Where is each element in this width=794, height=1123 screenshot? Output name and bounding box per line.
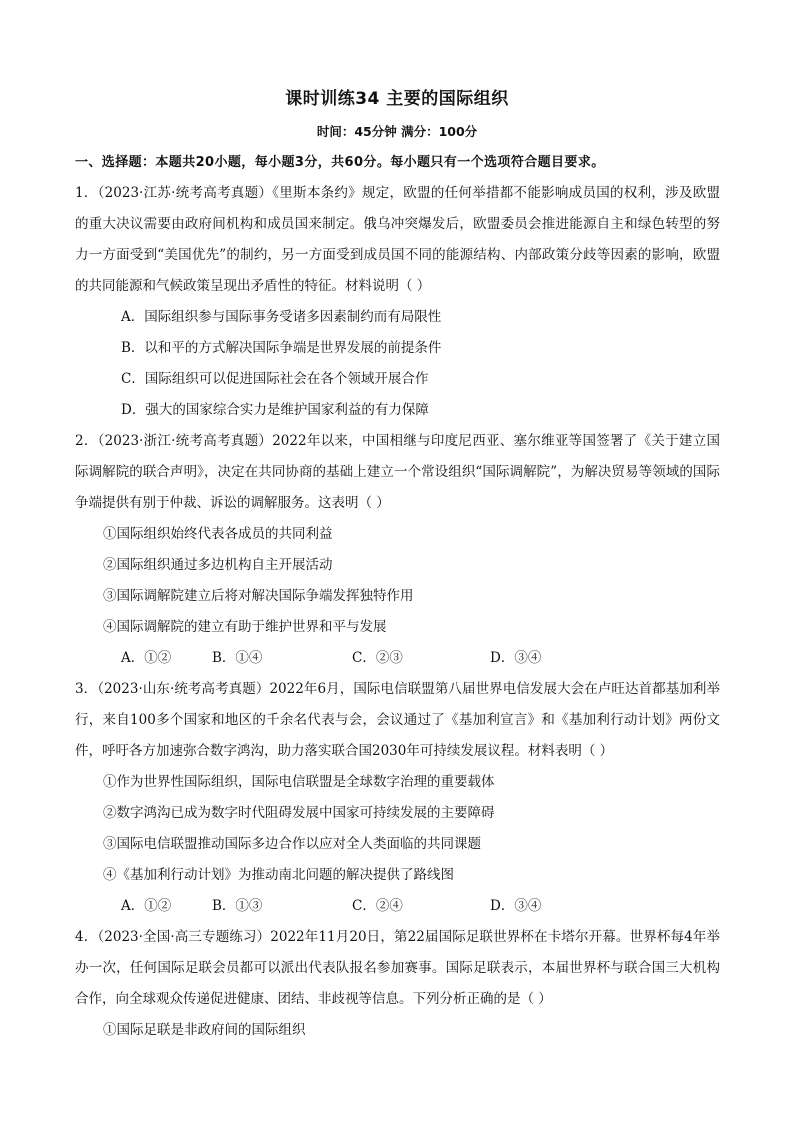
answer-d: D．③④ [490,898,542,914]
section-heading: 一、选择题：本题共20小题，每小题3分，共60分。每小题只有一个选项符合题目要求。 [75,155,605,170]
statement-1: ①国际组织始终代表各成员的共同利益 [103,526,333,542]
question-stem: 3．（2023·山东·统考高考真题）2022年6月，国际电信联盟第八届世界电信发展大会在卢旺达首都基加利举行，来自100多个国家和地区的千余名代表与会，会议通过了《基加利宣言》和《基加利行动计划》两份文件，呼吁各方加速弥合数字鸿沟，助力落实联合国2030年可持续发展议程。材料表明（ ） [75,681,720,759]
option-a: A．国际组织参与国际事务受诸多因素制约而有局限性 [121,309,442,325]
answer-a: A．①② [121,898,172,914]
option-c: C．国际组织可以促进国际社会在各个领域开展合作 [121,371,429,387]
answer-c: C．②④ [352,898,403,914]
question-2 [75,426,720,674]
statement-3: ③国际调解院建立后将对解决国际争端发挥独特作用 [103,588,414,604]
answer-options [75,891,720,922]
statement-4: ④国际调解院的建立有助于维护世界和平与发展 [103,619,387,635]
answer-a: A．①② [121,650,172,666]
statement-2: ②国际组织通过多边机构自主开展活动 [103,557,333,573]
answer-b: B．①④ [212,650,263,666]
statement-3: ③国际电信联盟推动国际多边合作以应对全人类面临的共同课题 [103,836,481,852]
option-b: B．以和平的方式解决国际争端是世界发展的前提条件 [121,340,442,356]
answer-options [75,643,720,674]
question-3 [75,674,720,922]
answer-c: C．②③ [352,650,403,666]
document-title: 课时训练34 主要的国际组织 [285,89,509,109]
question-stem: 1．（2023·江苏·统考高考真题）《里斯本条约》规定，欧盟的任何举措都不能影响成员国的权利，涉及欧盟的重大决议需要由政府间机构和成员国来制定。俄乌冲突爆发后，欧盟委员会推进能源自主和绿色转型的努力一方面受到“美国优先”的制约，另一方面受到成员国不同的能源结构、内部政策分歧等因素的影响，欧盟的共同能源和气候政策呈现出矛盾性的特征。材料说明（ ） [75,185,720,294]
question-stem: 2．（2023·浙江·统考高考真题）2022年以来，中国相继与印度尼西亚、塞尔维亚等国签署了《关于建立国际调解院的联合声明》，决定在共同协商的基础上建立一个常设组织“国际调解院”，为解决贸易等领域的国际争端提供有别于仲裁、诉讼的调解服务。这表明（ ） [75,433,720,511]
option-d: D．强大的国家综合实力是维护国家利益的有力保障 [121,402,429,418]
answer-b: B．①③ [212,898,263,914]
statement-1: ①国际足联是非政府间的国际组织 [103,1022,306,1038]
answer-d: D．③④ [490,650,542,666]
document-subtitle: 时间：45分钟 满分：100分 [316,124,478,139]
statement-2: ②数字鸿沟已成为数字时代阻碍发展中国家可持续发展的主要障碍 [103,805,495,821]
question-stem: 4．（2023·全国·高三专题练习）2022年11月20日，第22届国际足联世界杯在卡塔尔开幕。世界杯每4年举办一次，任何国际足联会员都可以派出代表队报名参加赛事。国际足联表示，本届世界杯与联合国三大机构合作，向全球观众传递促进健康、团结、非歧视等信息。下列分析正确的是（ ） [75,929,720,1007]
statement-1: ①作为世界性国际组织，国际电信联盟是全球数字治理的重要载体 [103,774,495,790]
question-4 [75,922,720,1046]
question-1 [75,178,720,426]
document-body [75,147,720,1046]
statement-4: ④《基加利行动计划》为推动南北问题的解决提供了路线图 [103,867,454,883]
